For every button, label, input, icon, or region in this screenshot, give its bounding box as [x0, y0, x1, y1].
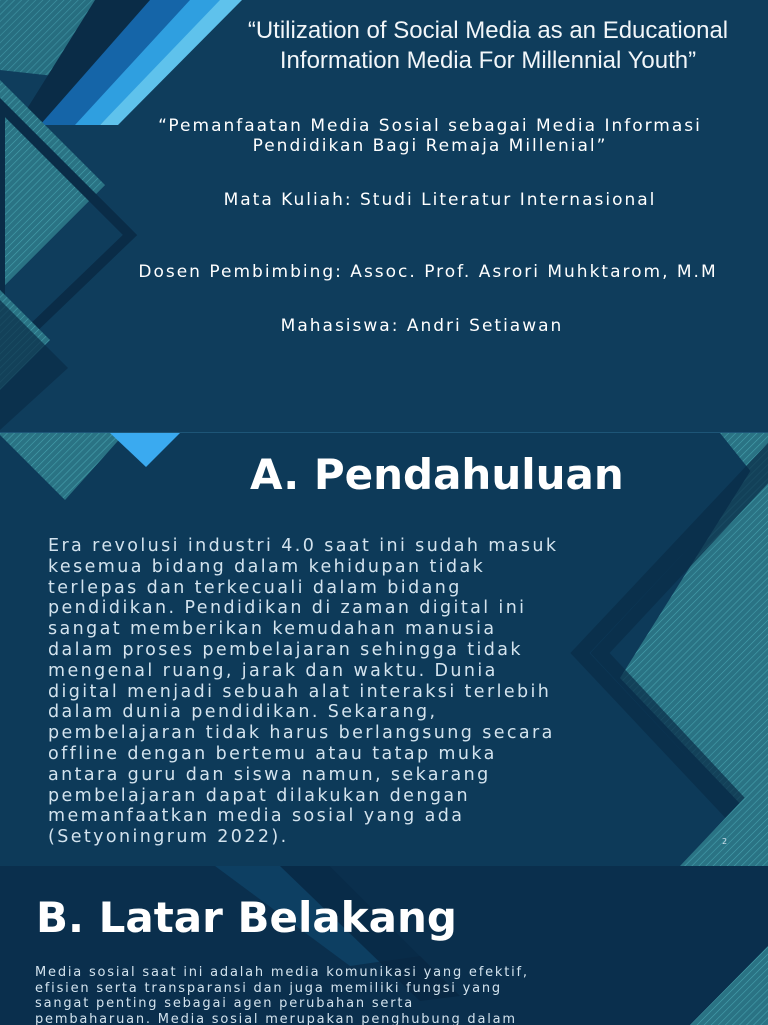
- student-name: Mahasiswa: Andri Setiawan: [280, 316, 564, 336]
- slide-2: [0, 432, 768, 866]
- lecturer-name: Dosen Pembimbing: Assoc. Prof. Asrori Muhktarom, M.M: [138, 262, 718, 282]
- section-body-pendahuluan: Era revolusi industri 4.0 saat ini sudah masuk kesemua bidang dalam kehidupan tidak terlepas dan terkecuali dalam bidang pendidikan. Pendidikan di zaman digital ini sangat memberikan kemudahan manusia dalam proses pembelajaran sehingga tidak mengenal ruang, jarak dan waktu. Dunia digital menjadi sebuah alat interaksi terlebih dalam dunia pendidikan. Sekarang, pembelajaran tidak harus berlangsung secara offline dengan bertemu atau tatap muka antara guru dan siswa namun, sekarang pembelajaran dapat dilakukan dengan memanfaatkan media sosial yang ada (Setyoningrum 2022).: [48, 536, 559, 848]
- presentation-subtitle: [110, 116, 750, 156]
- presentation-title: “Utilization of Social Media as an Educational Information Media For Millennial Youth”: [247, 17, 729, 74]
- subtitle-text: “Pemanfaatan Media Sosial sebagai Media Informasi Pendidikan Bagi Remaja Millenial”: [158, 116, 702, 156]
- section-body-latar-belakang: Media sosial saat ini adalah media komunikasi yang efektif, efisien serta transparansi dan juga memiliki fungsi yang sangat penting sebagai agen perubahan serta pembaharuan. Media sosial merupakan penghubung dalam: [35, 965, 529, 1025]
- section-heading-latar-belakang: B. Latar Belakang: [36, 893, 457, 942]
- section-heading-pendahuluan: A. Pendahuluan: [250, 450, 624, 499]
- slide-1: [0, 0, 768, 432]
- slide-3: [0, 866, 768, 1025]
- slide-page-number: 2: [722, 837, 728, 846]
- course-name: Mata Kuliah: Studi Literatur Internasional: [223, 190, 657, 210]
